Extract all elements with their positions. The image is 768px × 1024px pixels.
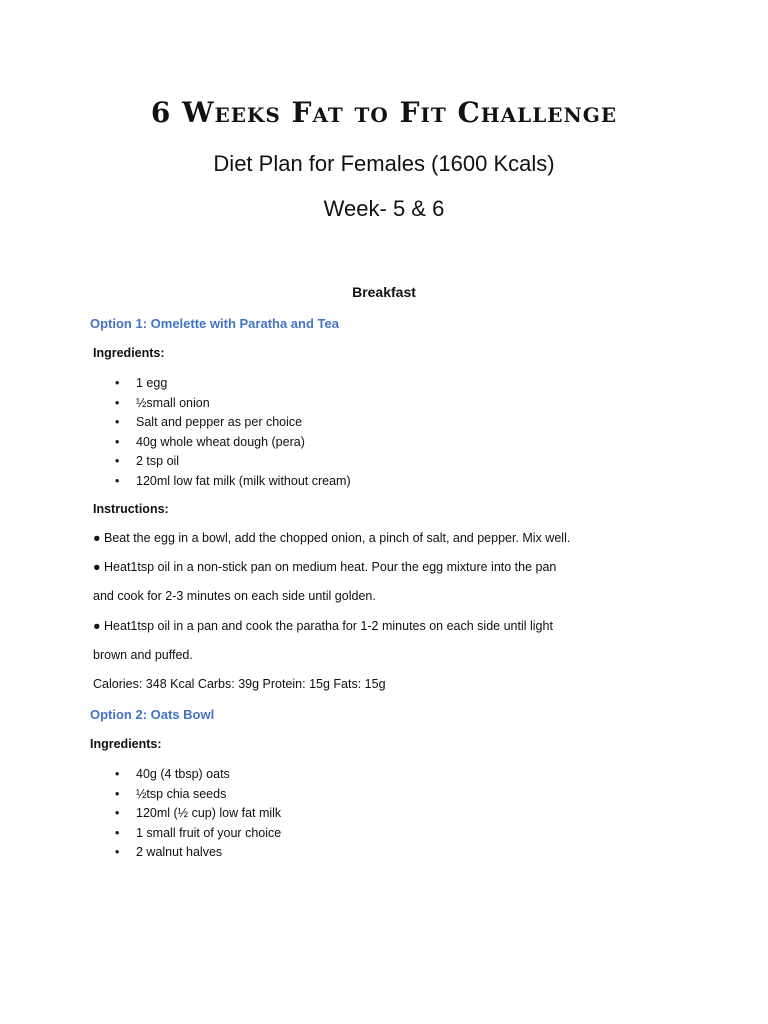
- instruction-line: ● Heat1tsp oil in a non-stick pan on medium heat. Pour the egg mixture into the pan: [93, 560, 557, 574]
- list-item: • 120ml low fat milk (milk without cream): [115, 472, 351, 492]
- option-1-ingredients-list: [115, 374, 351, 491]
- option-1-ingredients-label: Ingredients:: [93, 346, 165, 360]
- instruction-line: and cook for 2-3 minutes on each side until golden.: [93, 589, 376, 603]
- list-item: • 40g whole wheat dough (pera): [115, 433, 351, 453]
- option-2-title: Option 2: Oats Bowl: [90, 707, 215, 722]
- instruction-line: brown and puffed.: [93, 648, 193, 662]
- list-item: • ½small onion: [115, 394, 351, 414]
- list-item: • 1 egg: [115, 374, 351, 394]
- page-title: 6 Weeks Fat to Fit Challenge: [150, 96, 618, 129]
- list-item: • 1 small fruit of your choice: [115, 824, 281, 844]
- list-item: • Salt and pepper as per choice: [115, 413, 351, 433]
- option-1-instructions-label: Instructions:: [93, 502, 169, 516]
- option-2-ingredients-label: Ingredients:: [90, 737, 162, 751]
- week-label: Week- 5 & 6: [323, 196, 445, 221]
- option-1-title: Option 1: Omelette with Paratha and Tea: [90, 316, 339, 331]
- page-subtitle: Diet Plan for Females (1600 Kcals): [213, 151, 555, 176]
- instruction-line: ● Beat the egg in a bowl, add the chopped onion, a pinch of salt, and pepper. Mix well.: [93, 531, 571, 545]
- list-item: • 2 walnut halves: [115, 843, 281, 863]
- option-2-ingredients-list: [115, 765, 281, 863]
- option-1-calories: Calories: 348 Kcal Carbs: 39g Protein: 15g Fats: 15g: [93, 677, 386, 691]
- list-item: • 120ml (½ cup) low fat milk: [115, 804, 281, 824]
- list-item: • 40g (4 tbsp) oats: [115, 765, 281, 785]
- instruction-line: ● Heat1tsp oil in a pan and cook the paratha for 1-2 minutes on each side until light: [93, 619, 553, 633]
- section-heading-breakfast: Breakfast: [352, 284, 416, 300]
- list-item: • 2 tsp oil: [115, 452, 351, 472]
- list-item: • ½tsp chia seeds: [115, 785, 281, 805]
